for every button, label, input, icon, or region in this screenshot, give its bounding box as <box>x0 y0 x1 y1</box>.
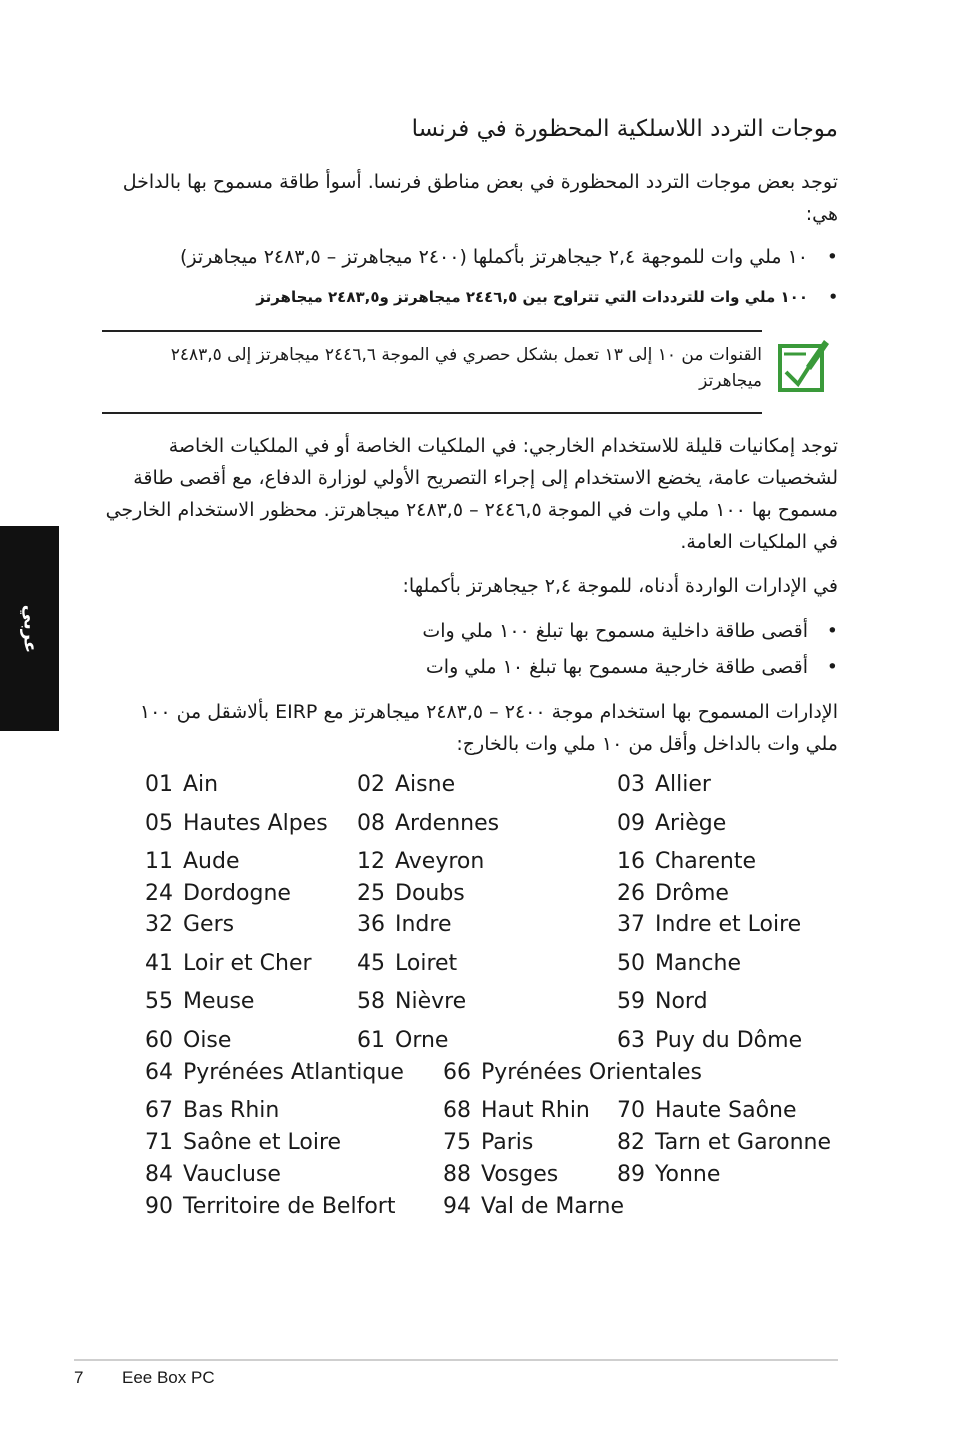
department-item: 32 Gers <box>145 912 235 937</box>
department-item: 59 Nord <box>617 989 708 1014</box>
language-side-tab <box>0 526 59 731</box>
bullet-text: ١٠ ملي وات للموجهة ٢,٤ جيجاهرتز بأكملها (٢٤٠٠ ميجاهرتز – ٢٤٨٣,٥ ميجاهرتز) <box>179 246 808 268</box>
department-item: 71 Saône et Loire <box>145 1130 342 1155</box>
department-item: 67 Bas Rhin <box>145 1098 280 1123</box>
bullet-dot-icon: • <box>826 246 838 268</box>
department-item: 70 Haute Saône <box>617 1098 797 1123</box>
bullet-dot-icon: • <box>826 620 838 642</box>
department-item: 36 Indre <box>357 912 452 937</box>
department-item: 89 Yonne <box>617 1162 721 1187</box>
department-item: 61 Orne <box>357 1028 449 1053</box>
bullet-power-2 <box>256 288 838 306</box>
department-item: 03 Allier <box>617 772 711 797</box>
bullet-text: أقصى طاقة داخلية مسموح بها تبلغ ١٠٠ ملي وات <box>422 620 808 642</box>
department-item: 12 Aveyron <box>357 849 485 874</box>
department-item: 66 Pyrénées Orientales <box>443 1060 703 1085</box>
department-item: 45 Loiret <box>357 951 458 976</box>
department-item: 50 Manche <box>617 951 741 976</box>
department-item: 63 Puy du Dôme <box>617 1028 803 1053</box>
bullet-text: ١٠٠ ملي وات للترددات التي تتراوح بين ٢٤٤٦,٥ ميجاهرتز و٢٤٨٣,٥ ميجاهرتز <box>256 288 808 306</box>
bullet-dot-icon: • <box>828 288 838 306</box>
departments-intro: في الإدارات الواردة أدناه، للموجة ٢,٤ جيجاهرتز بأكملها: <box>402 575 838 597</box>
bullet-dot-icon: • <box>826 656 838 678</box>
department-item: 25 Doubs <box>357 881 465 906</box>
department-item: 41 Loir et Cher <box>145 951 312 976</box>
product-name: Eee Box PC <box>122 1368 215 1387</box>
department-item: 94 Val de Marne <box>443 1194 625 1219</box>
bullet-dept-1 <box>422 620 838 642</box>
department-item: 90 Territoire de Belfort <box>145 1194 396 1219</box>
bullet-power-1 <box>179 246 838 268</box>
bullet-dept-2 <box>425 656 838 678</box>
outdoor-paragraph: توجد إمكانيات قليلة للاستخدام الخارجي: في الملكيات الخاصة أو في الملكيات الخاصة لشخصيات عامة، يخضع الاستخدام إلى إجراء التصريح الأولي لوزارة الدفاع، مع أقصى طاقة مسموح بها ١٠٠ ملي وات في الموجة ٢٤٤٦,٥ – ٢٤٨٣,٥ ميجاهرتز. محظور الاستخدام الخارجي في الملكيات العامة. <box>105 435 838 553</box>
department-item: 37 Indre et Loire <box>617 912 802 937</box>
page-title: موجات التردد اللاسلكية المحظورة في فرنسا <box>411 116 838 142</box>
footer-divider <box>74 1359 838 1361</box>
department-item: 01 Ain <box>145 772 219 797</box>
bullet-text: أقصى طاقة خارجية مسموح بها تبلغ ١٠ ملي وات <box>425 656 808 678</box>
note-box <box>102 330 762 414</box>
department-item: 08 Ardennes <box>357 811 500 836</box>
department-item: 24 Dordogne <box>145 881 291 906</box>
eirp-paragraph: الإدارات المسموح بها استخدام موجة ٢٤٠٠ – ٢٤٨٣,٥ ميجاهرتز مع EIRP بألاشقل من ١٠٠ ملي وات بالداخل وأقل من ١٠ ملي وات بالخارج: <box>139 701 838 755</box>
department-item: 64 Pyrénées Atlantique <box>145 1060 404 1085</box>
department-item: 09 Ariège <box>617 811 727 836</box>
department-item: 02 Aisne <box>357 772 456 797</box>
department-item: 84 Vaucluse <box>145 1162 281 1187</box>
department-item: 11 Aude <box>145 849 240 874</box>
department-item: 05 Hautes Alpes <box>145 811 328 836</box>
department-item: 75 Paris <box>443 1130 534 1155</box>
note-pencil-icon <box>776 336 830 394</box>
department-item: 60 Oise <box>145 1028 232 1053</box>
note-text: القنوات من ١٠ إلى ١٣ تعمل بشكل حصري في الموجة ٢٤٤٦,٦ ميجاهرتز إلى ٢٤٨٣,٥ ميجاهرتز <box>170 345 762 391</box>
department-item: 68 Haut Rhin <box>443 1098 590 1123</box>
department-item: 88 Vosges <box>443 1162 559 1187</box>
intro-paragraph: توجد بعض موجات التردد المحظورة في بعض مناطق فرنسا. أسوأ طاقة مسموح بها بالداخل هي: <box>122 171 838 225</box>
department-item: 55 Meuse <box>145 989 255 1014</box>
department-item: 26 Drôme <box>617 881 729 906</box>
department-item: 58 Nièvre <box>357 989 467 1014</box>
department-item: 16 Charente <box>617 849 756 874</box>
page-number: 7 <box>74 1368 84 1387</box>
language-label: عربي <box>19 604 40 653</box>
department-item: 82 Tarn et Garonne <box>617 1130 831 1155</box>
